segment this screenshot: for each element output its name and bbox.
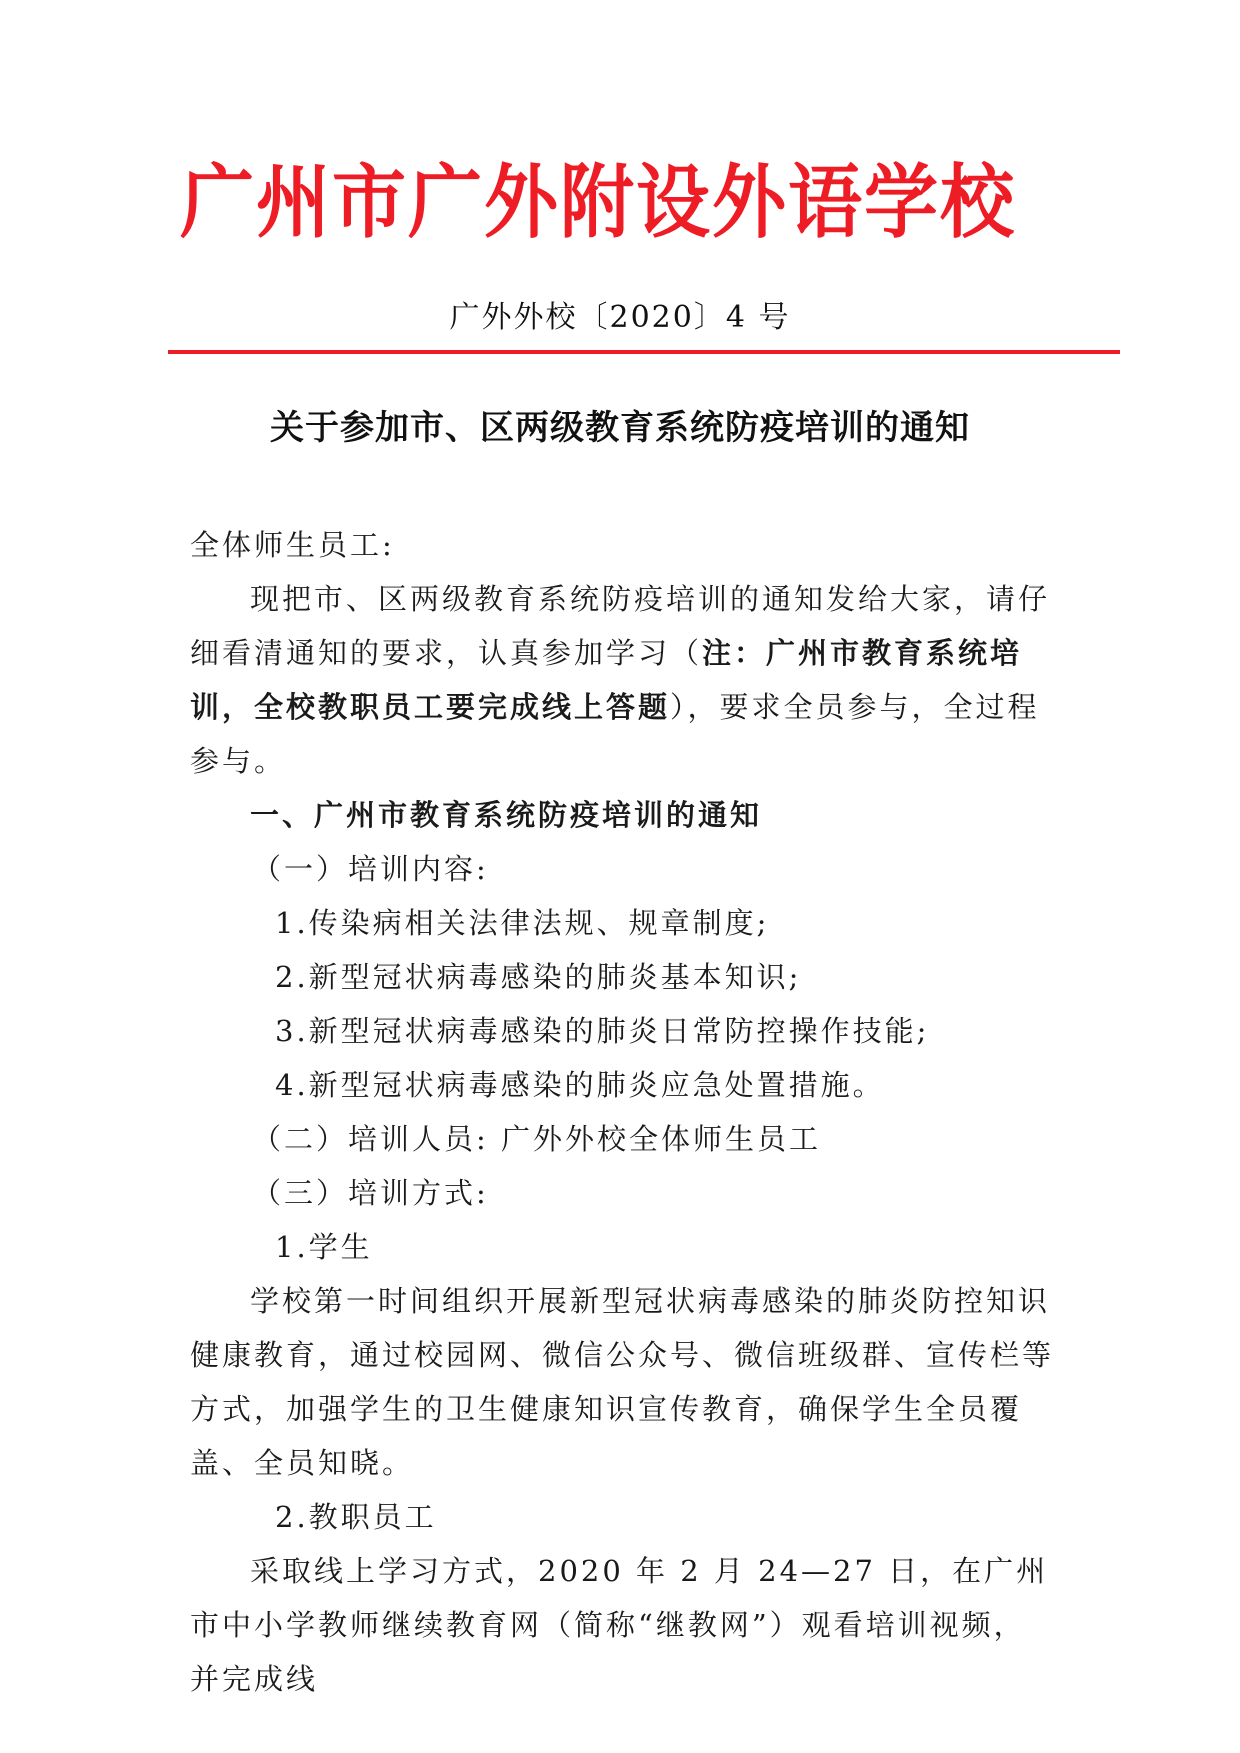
section-heading: 一、广州市教育系统防疫培训的通知 [250,798,763,832]
notice-body [190,518,1055,1706]
intro-text-start: 现把市、区两级教育系统防疫培训的通知发给大家，请仔细看清通知的要求，认真参加学习（ [190,582,1051,670]
intro-paragraph [190,572,1055,788]
students-heading: 1.学生 [275,1230,373,1264]
content-item: 1.传染病相关法律法规、规章制度; [275,906,770,940]
red-divider-line [168,350,1120,354]
staff-paragraph: 采取线上学习方式，2020 年 2 月 24—27 日，在广州市中小学教师继续教育网（简称“继教网”）观看培训视频，并完成线 [190,1554,1049,1696]
method-heading: （三）培训方式: [252,1176,489,1210]
content-item: 2.新型冠状病毒感染的肺炎基本知识; [275,960,802,994]
students-paragraph: 学校第一时间组织开展新型冠状病毒感染的肺炎防控知识健康教育，通过校园网、微信公众号、微信班级群、宣传栏等方式，加强学生的卫生健康知识宣传教育，确保学生全员覆盖、全员知晓。 [190,1284,1055,1480]
content-item: 3.新型冠状病毒感染的肺炎日常防控操作技能; [275,1014,930,1048]
notice-title: 关于参加市、区两级教育系统防疫培训的通知 [270,408,970,448]
school-masthead: 广州市广外附设外语学校 [180,156,1016,250]
salutation: 全体师生员工: [190,528,395,562]
intro-bold-note: 注：广州市教育系统培训，全校教职员工要完成线上答题 [190,636,1023,724]
content-heading: （一）培训内容: [252,852,489,886]
intro-text-end: ），要求全员参与，全过程参与。 [190,690,1040,778]
content-item: 4.新型冠状病毒感染的肺炎应急处置措施。 [275,1068,885,1102]
document-number: 广外外校〔2020〕4 号 [449,300,791,335]
staff-heading: 2.教职员工 [275,1500,437,1534]
personnel-line: （二）培训人员: 广外外校全体师生员工 [252,1122,821,1156]
